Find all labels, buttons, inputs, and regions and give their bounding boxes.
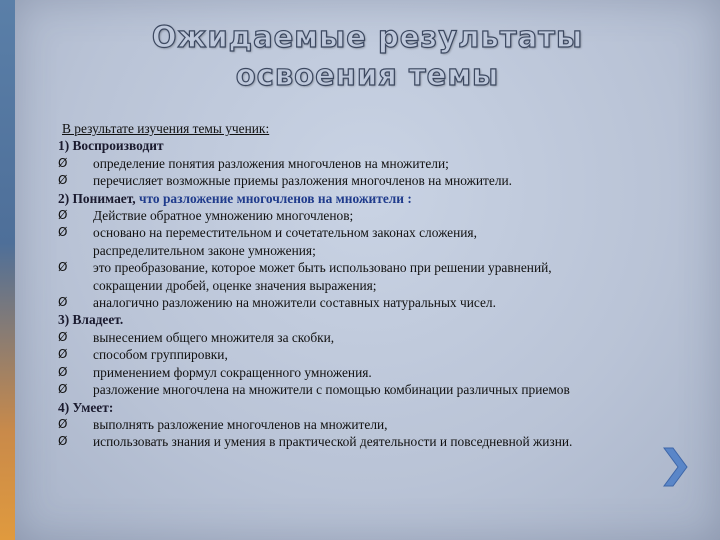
- section-3-heading: 3) Владеет.: [58, 312, 124, 328]
- list-item-text-line-1: основано на переместительном и сочетательном законах сложения,: [93, 225, 477, 241]
- section-2-heading-rest: что разложение многочленов на множители :: [138, 190, 412, 206]
- list-item-text: выполнять разложение многочленов на множители,: [93, 416, 388, 432]
- list-item: [58, 259, 673, 294]
- bullet-arrow-icon: Ø: [58, 225, 68, 240]
- list-item-text: способом группировки,: [93, 347, 228, 363]
- list-item-text: определение понятия разложения многочленов на множители;: [93, 155, 449, 171]
- list-item-text: разложение многочлена на множители с помощью комбинации различных приемов: [93, 382, 570, 398]
- list-item: [58, 364, 673, 381]
- bullet-arrow-icon: Ø: [58, 364, 68, 379]
- list-item-text: [93, 224, 477, 259]
- section-4-heading: 4) Умеет:: [58, 399, 114, 415]
- list-item: [58, 416, 673, 433]
- title-line-2: освоения темы: [235, 58, 500, 92]
- list-item-text: [93, 259, 552, 294]
- list-item: [58, 172, 673, 189]
- title-line-1: Ожидаемые результаты: [151, 20, 584, 54]
- list-item-text: применением формул сокращенного умножения.: [93, 364, 372, 380]
- section-1-heading: 1) Воспроизводит: [58, 138, 164, 154]
- list-item: [58, 346, 673, 363]
- bullet-arrow-icon: Ø: [58, 416, 68, 431]
- list-item: [58, 329, 673, 346]
- list-item-text: Действие обратное умножению многочленов;: [93, 208, 354, 224]
- left-accent-bar: [0, 0, 15, 540]
- list-item: [58, 294, 673, 311]
- list-item-text: аналогично разложению на множители составных натуральных чисел.: [93, 295, 496, 311]
- bullet-arrow-icon: Ø: [58, 295, 68, 310]
- bullet-arrow-icon: Ø: [58, 347, 68, 362]
- list-item-text-line-2: сокращении дробей, оценке значения выражения;: [93, 277, 377, 293]
- list-item-text: использовать знания и умения в практической деятельности и повседневной жизни.: [93, 434, 573, 450]
- list-item: [58, 433, 673, 450]
- list-item: [58, 224, 673, 259]
- list-item-text: перечисляет возможные приемы разложения многочленов на множители.: [93, 173, 513, 189]
- list-item: [58, 155, 673, 172]
- bullet-arrow-icon: Ø: [58, 382, 68, 397]
- next-slide-button[interactable]: [660, 446, 690, 488]
- bullet-arrow-icon: Ø: [58, 155, 68, 170]
- list-item-text-line-1: это преобразование, которое может быть использовано при решении уравнений,: [93, 260, 552, 276]
- list-item: [58, 207, 673, 224]
- section-2-heading: [58, 190, 673, 207]
- bullet-arrow-icon: Ø: [58, 260, 68, 275]
- bullet-arrow-icon: Ø: [58, 173, 68, 188]
- list-item: [58, 381, 673, 398]
- bullet-arrow-icon: Ø: [58, 434, 68, 449]
- section-2-heading-prefix: 2) Понимает,: [58, 190, 139, 206]
- slide-title: [15, 18, 720, 94]
- chevron-right-icon: [660, 446, 690, 488]
- bullet-arrow-icon: Ø: [58, 208, 68, 223]
- bullet-arrow-icon: Ø: [58, 329, 68, 344]
- intro-text: В результате изучения темы ученик:: [62, 121, 270, 136]
- slide-content: [58, 120, 673, 451]
- list-item-text: вынесением общего множителя за скобки,: [93, 329, 335, 345]
- list-item-text-line-2: распределительном законе умножения;: [93, 242, 316, 258]
